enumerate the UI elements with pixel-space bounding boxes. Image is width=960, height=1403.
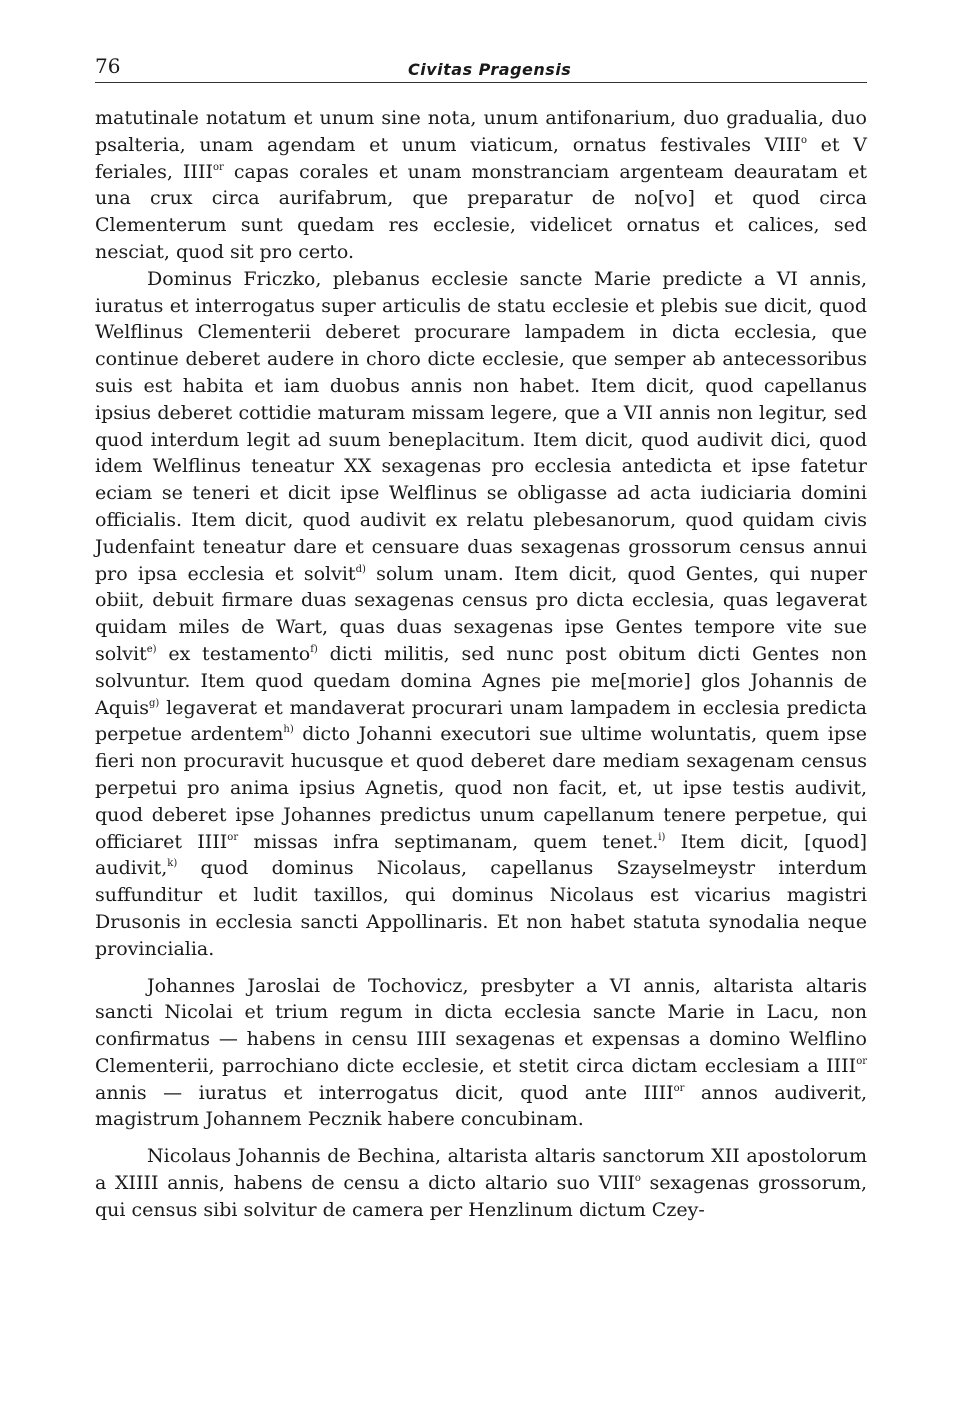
- text-run: ex testamento: [156, 642, 311, 665]
- page-header: [95, 50, 867, 83]
- superscript-mark: o: [634, 1173, 641, 1185]
- page-number: 76: [95, 54, 121, 78]
- superscript-mark: i): [658, 831, 666, 843]
- body-text: [95, 105, 867, 1224]
- superscript-mark: d): [355, 563, 366, 575]
- text-run: sexagenas grossorum, qui census sibi solvitur de camera per Henzlinum dictum Czey-: [95, 1172, 867, 1221]
- text-run: dicti militis, sed nunc post obitum dicti Gentes non solvuntur. Item quod quedam domina Agnes pie me[morie] glos Johannis de Aquis: [95, 642, 867, 719]
- superscript-mark: or: [856, 1055, 867, 1067]
- text-run: Nicolaus Johannis de Bechina, altarista altaris sanctorum XII apostolorum a XIIII annis, habens de censu a dicto altario suo VIII: [95, 1145, 867, 1195]
- text-run: legaverat et mandaverat procurari unam lampadem in ecclesia predicta perpetue ardentem: [95, 696, 867, 746]
- superscript-mark: f): [310, 643, 318, 655]
- paragraph: [95, 1143, 867, 1223]
- document-page: [95, 50, 867, 1224]
- text-run: Dominus Friczko, plebanus ecclesie sancte Marie predicte a VI annis, iuratus et interrogatus super articulis de statu ecclesie et plebis sue dicit, quod Welflinus Clementerii deberet procurare lampadem in dicta ecclesia, que continue deberet audere in choro dicte ecclesie, que semper ab antecessoribus suis est habita et iam duobus annis non habet. Item dicit, quod capellanus ipsius deberet cottidie maturam missam legere, que a VII annis non legitur, sed quod interdum legit ad suum beneplacitum. Item dicit, quod audivit dici, quod idem Welflinus teneatur XX sexagenas pro ecclesia antedicta et ipse fatetur eciam se teneri et dicit ipse Welflinus se obligasse ad acta iudiciaria domini officialis. Item dicit, quod audivit ex relatu plebesanorum, quod quidam civis Judenfaint teneatur dare et censuare duas sexagenas grossorum census annui pro ipsa ecclesia et solvit: [95, 267, 867, 585]
- paragraph: [95, 973, 867, 1134]
- superscript-mark: e): [146, 643, 157, 655]
- paragraph: [95, 105, 867, 266]
- superscript-mark: or: [212, 161, 224, 173]
- paragraph: [95, 266, 867, 963]
- text-run: annis — iuratus et interrogatus dicit, quod ante IIII: [95, 1081, 674, 1104]
- text-run: capas corales et unam monstranciam argenteam deauratam et una crux circa aurifabrum, que preparatur de no[vo] et quod circa Clementerum sunt quedam res ecclesie, videlicet ornatus et calices, sed nesciat, quod sit pro certo.: [95, 160, 867, 263]
- text-run: matutinale notatum et unum sine nota, unum antifonarium, duo gradualia, duo psalteria, unam agendam et unum viaticum, ornatus festivales VIII: [95, 107, 867, 156]
- text-run: dicto Johanni executori sue ultime woluntatis, quem ipse fieri non procuravit hucusque et quod deberet dare mediam sexagenam census perpetui pro anima ipsius Agnetis, quod non facit, et, ut ipse testis audivit, quod deberet ipse Johannes predictus unum capellanum tenere perpetue, qui officiaret IIII: [95, 723, 867, 853]
- text-run: missas infra septimanam, quem tenet.: [238, 830, 659, 853]
- superscript-mark: k): [167, 858, 178, 870]
- superscript-mark: or: [227, 831, 239, 843]
- text-run: Item dicit, [quod] audivit,: [95, 830, 867, 880]
- text-run: et V feriales, IIII: [95, 133, 867, 183]
- text-run: solum unam. Item dicit, quod Gentes, qui nuper obiit, debuit firmare duas sexagenas census pro dicta ecclesia, quas legaverat quidam miles de Wart, quas duas sexagenas ipse Gentes tempore vite sue solvit: [95, 562, 867, 665]
- running-title: Civitas Pragensis: [408, 60, 572, 79]
- text-run: annos audiverit, magistrum Johannem Pecznik habere concubinam.: [95, 1081, 868, 1131]
- text-run: Johannes Jaroslai de Tochovicz, presbyter a VI annis, altarista altaris sancti Nicolai et trium regum in dicta ecclesia sancte Marie in Lacu, non confirmatus — habens in censu IIII sexagenas et expensas a domino Welflino Clementerii, parrochiano dicte ecclesie, et stetit circa dictam ecclesiam a IIII: [95, 974, 867, 1077]
- superscript-mark: g): [148, 697, 160, 709]
- text-run: quod dominus Nicolaus, capellanus Szayselmeystr interdum suffunditur et ludit taxillos, qui dominus Nicolaus est vicarius magistri Drusonis in ecclesia sancti Appollinaris. Et non habet statuta synodalia neque provincialia.: [95, 857, 867, 960]
- superscript-mark: h): [283, 724, 294, 736]
- superscript-mark: or: [673, 1082, 685, 1094]
- superscript-mark: o: [800, 134, 807, 146]
